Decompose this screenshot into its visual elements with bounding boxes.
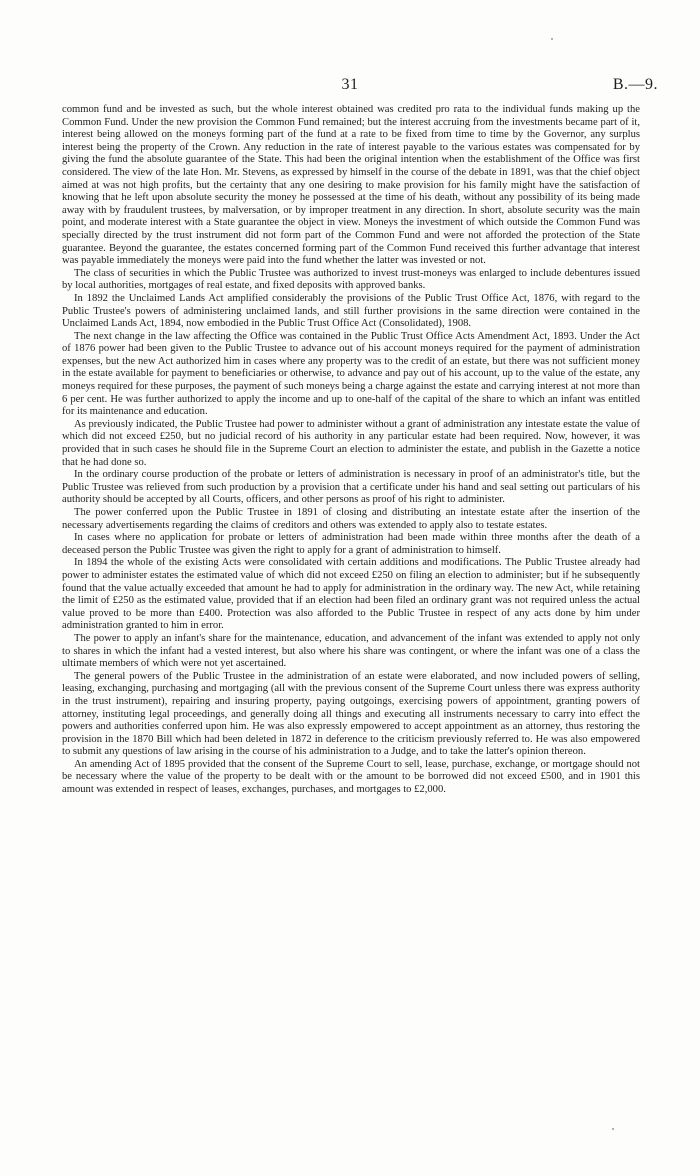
paragraph: In 1894 the whole of the existing Acts were consolidated with certain additions and modifications. The Public Trustee already had power to administer estates the estimated value of which did not exceed £250 on filing an election to administer; but if he subsequently found that the value actually exceeded that amount he had to apply for administration in the ordinary way. The new Act, while retaining the limit of £250 as the estimated value, provided that if an election had been filed an ordinary grant was not required unless the actual value proved to be more than £400. Protection was also afforded to the Public Trustee in respect of any acts done by him under administration granted to him in error. [62, 557, 640, 632]
document-reference: B.—9. [612, 76, 658, 93]
page-number: 31 [341, 76, 359, 93]
paragraph: In the ordinary course production of the probate or letters of administration is necessary in proof of an administrator's title, but the Public Trustee was relieved from such production by a provision that a certificate under his hand and seal setting out particulars of his authority should be accepted by all Courts, officers, and other persons as proof of his right to administer. [62, 469, 640, 506]
scan-speck [551, 38, 553, 40]
paragraph: The next change in the law affecting the Office was contained in the Public Trust Office Acts Amendment Act, 1893. Under the Act of 1876 power had been given to the Public Trustee to advance out of his account moneys required for the payment of administration expenses, but the new Act authorized him in cases where any property was to the credit of an estate, but there was not sufficient money in the estate available for payment to beneficiaries or otherwise, to advance and pay out of his account, up to the value of the estate, any moneys required for these purposes, the payment of such moneys being a charge against the estate and carrying interest at not more than 6 per cent. He was further authorized to apply the income and up to one-half of the capital of the share to which an infant was entitled for its maintenance and education. [62, 330, 640, 418]
paragraph: In 1892 the Unclaimed Lands Act amplified considerably the provisions of the Public Trust Office Act, 1876, with regard to the Public Trustee's powers of administering unclaimed lands, and still further provisions in the same direction were contained in the Unclaimed Lands Act, 1894, now embodied in the Public Trust Office Act (Consolidated), 1908. [62, 292, 640, 330]
paragraph: common fund and be invested as such, but the whole interest obtained was credited pro rata to the individual funds making up the Common Fund. Under the new provision the Common Fund remained; but the interest accruing from the investments became part of it, interest being allowed on the moneys forming part of the fund at a rate to be fixed from time to time by the Governor, any surplus interest being the property of the Crown. Any reduction in the rate of interest payable to the various estates was compensated for by giving the fund the absolute guarantee of the State. This had been the original intention when the establishment of the Office was first considered. The view of the late Hon. Mr. Stevens, as expressed by himself in the course of the debate in 1891, was that the chief object aimed at was not high profits, but the certainty that any one desiring to make provision for his family might have the satisfaction of knowing that he left upon absolute security the money he possessed at the time of his death, without any possibility of its being made away with by fraudulent trustees, by malversation, or by improper treatment in any direction. In short, absolute security was the main point, and moderate interest with a State guarantee the object in view. Moneys the investment of which outside the Common Fund was specially directed by the trust instrument did not form part of the Common Fund and were not afforded the protection of the State guarantee. Beyond the guarantee, the estates concerned forming part of the Common Fund received this further advantage that interest was payable immediately the moneys were paid into the fund whether the latter was invested or not. [62, 104, 640, 267]
scan-speck [612, 1128, 614, 1130]
paragraph: The class of securities in which the Public Trustee was authorized to invest trust-moneys was enlarged to include debentures issued by local authorities, mortgages of real estate, and fixed deposits with approved banks. [62, 267, 640, 292]
body-text [62, 104, 640, 797]
paragraph: The power conferred upon the Public Trustee in 1891 of closing and distributing an intestate estate after the insertion of the necessary advertisements regarding the claims of creditors and others was extended to apply also to testate estates. [62, 507, 640, 531]
paragraph: In cases where no application for probate or letters of administration had been made within three months after the death of a deceased person the Public Trustee was given the right to apply for a grant of administration to himself. [62, 532, 640, 556]
paragraph: As previously indicated, the Public Trustee had power to administer without a grant of administration any intestate estate the value of which did not exceed £250, but no judicial record of his authority in any particular estate had been required. Now, however, it was provided that in such cases he should file in the Supreme Court an election to administer the estate, and publish in the Gazette a notice that he had done so. [62, 418, 640, 468]
paragraph: An amending Act of 1895 provided that the consent of the Supreme Court to sell, lease, purchase, exchange, or mortgage should not be necessary where the value of the property to be dealt with or the amount to be borrowed did not exceed £500, and in 1901 this amount was extended in respect of leases, exchanges, purchases, and mortgages to £2,000. [62, 758, 640, 796]
paragraph: The general powers of the Public Trustee in the administration of an estate were elaborated, and now included powers of selling, leasing, exchanging, purchasing and mortgaging (all with the previous consent of the Supreme Court unless there was express authority in the trust instrument), repairing and insuring property, paying outgoings, exercising powers of appointment, granting powers of attorney, instituting legal proceedings, and generally doing all things and executing all instruments necessary to carry into effect the powers and authorities conferred upon him. He was also expressly empowered to accept appointment as an attorney, thus restoring the provision in the 1870 Bill which had been deleted in 1872 in deference to the criticism previously referred to. He was also empowered to submit any questions of law arising in the course of his administration to a Judge, and to take the latter's opinion thereon. [62, 670, 640, 758]
paragraph: The power to apply an infant's share for the maintenance, education, and advancement of the infant was extended to apply not only to shares in which the infant had a vested interest, but also where his share was contingent, or where the infant was one of a class the ultimate members of which were not yet ascertained. [62, 632, 640, 670]
